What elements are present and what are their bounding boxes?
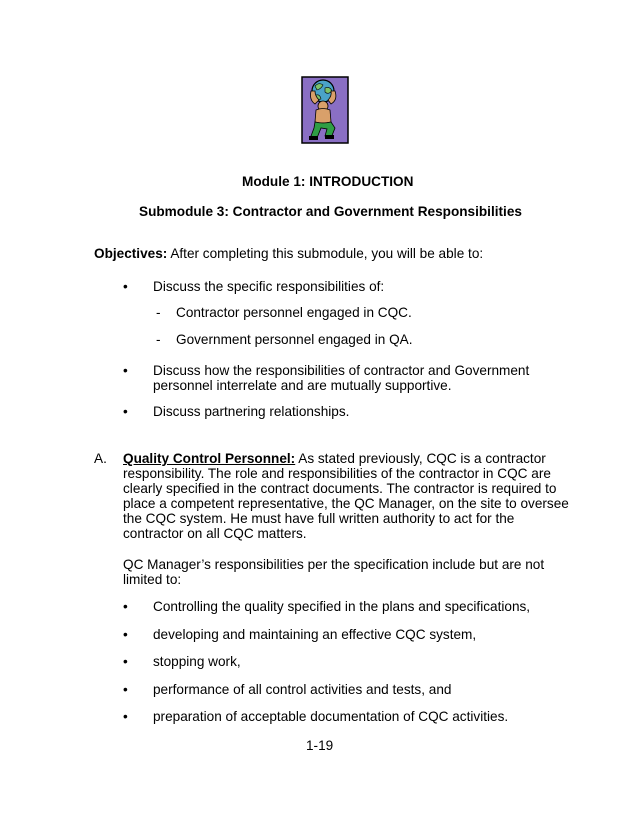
- section-text-line: clearly specified in the contract documents. The contractor is required to: [123, 481, 557, 496]
- objectives-intro: After completing this submodule, you will be able to:: [170, 246, 484, 261]
- bullet-marker: •: [123, 682, 128, 697]
- submodule-title: Submodule 3: Contractor and Government Responsibilities: [139, 204, 522, 219]
- bullet-marker: •: [123, 709, 128, 724]
- section-heading: Quality Control Personnel:: [123, 451, 296, 466]
- responsibility-item: performance of all control activities and tests, and: [153, 682, 452, 697]
- bullet-marker: •: [123, 363, 128, 378]
- bullet-marker: •: [123, 627, 128, 642]
- section-text-line: place a competent representative, the QC Manager, on the site to oversee: [123, 496, 569, 511]
- objective-item: Discuss partnering relationships.: [153, 404, 350, 419]
- objective-item: Discuss how the responsibilities of contractor and Government: [153, 363, 530, 378]
- section-letter: A.: [94, 451, 107, 466]
- objective-item: Discuss the specific responsibilities of:: [153, 279, 385, 294]
- section-text-line: the CQC system. He must have full written authority to act for the: [123, 511, 515, 526]
- section-para2-line: limited to:: [123, 572, 182, 587]
- bullet-marker: •: [123, 654, 128, 669]
- objectives-line: [94, 246, 483, 262]
- dash-marker: -: [156, 332, 161, 347]
- responsibility-item: developing and maintaining an effective CQC system,: [153, 627, 477, 642]
- objective-subitem: Government personnel engaged in QA.: [176, 332, 413, 347]
- section-text-line: responsibility. The role and responsibilities of the contractor in CQC are: [123, 466, 551, 481]
- bullet-marker: •: [123, 599, 128, 614]
- bullet-marker: •: [123, 279, 128, 294]
- section-para2-line: QC Manager’s responsibilities per the specification include but are not: [123, 557, 545, 572]
- module-title: Module 1: INTRODUCTION: [242, 174, 414, 189]
- responsibility-item: preparation of acceptable documentation of CQC activities.: [153, 709, 509, 724]
- objectives-label: Objectives:: [94, 246, 168, 261]
- section-text-line: As stated previously, CQC is a contractor: [298, 451, 546, 466]
- objective-item-cont: personnel interrelate and are mutually supportive.: [153, 378, 452, 393]
- section-text-line: contractor on all CQC matters.: [123, 526, 307, 541]
- objective-subitem: Contractor personnel engaged in CQC.: [176, 305, 412, 320]
- responsibility-item: stopping work,: [153, 654, 241, 669]
- page-number: 1-19: [306, 738, 334, 753]
- dash-marker: -: [156, 305, 161, 320]
- responsibility-item: Controlling the quality specified in the plans and specifications,: [153, 599, 531, 614]
- bullet-marker: •: [123, 404, 128, 419]
- atlas-holding-globe-icon: [301, 76, 349, 144]
- section-a-first-line: [123, 451, 546, 467]
